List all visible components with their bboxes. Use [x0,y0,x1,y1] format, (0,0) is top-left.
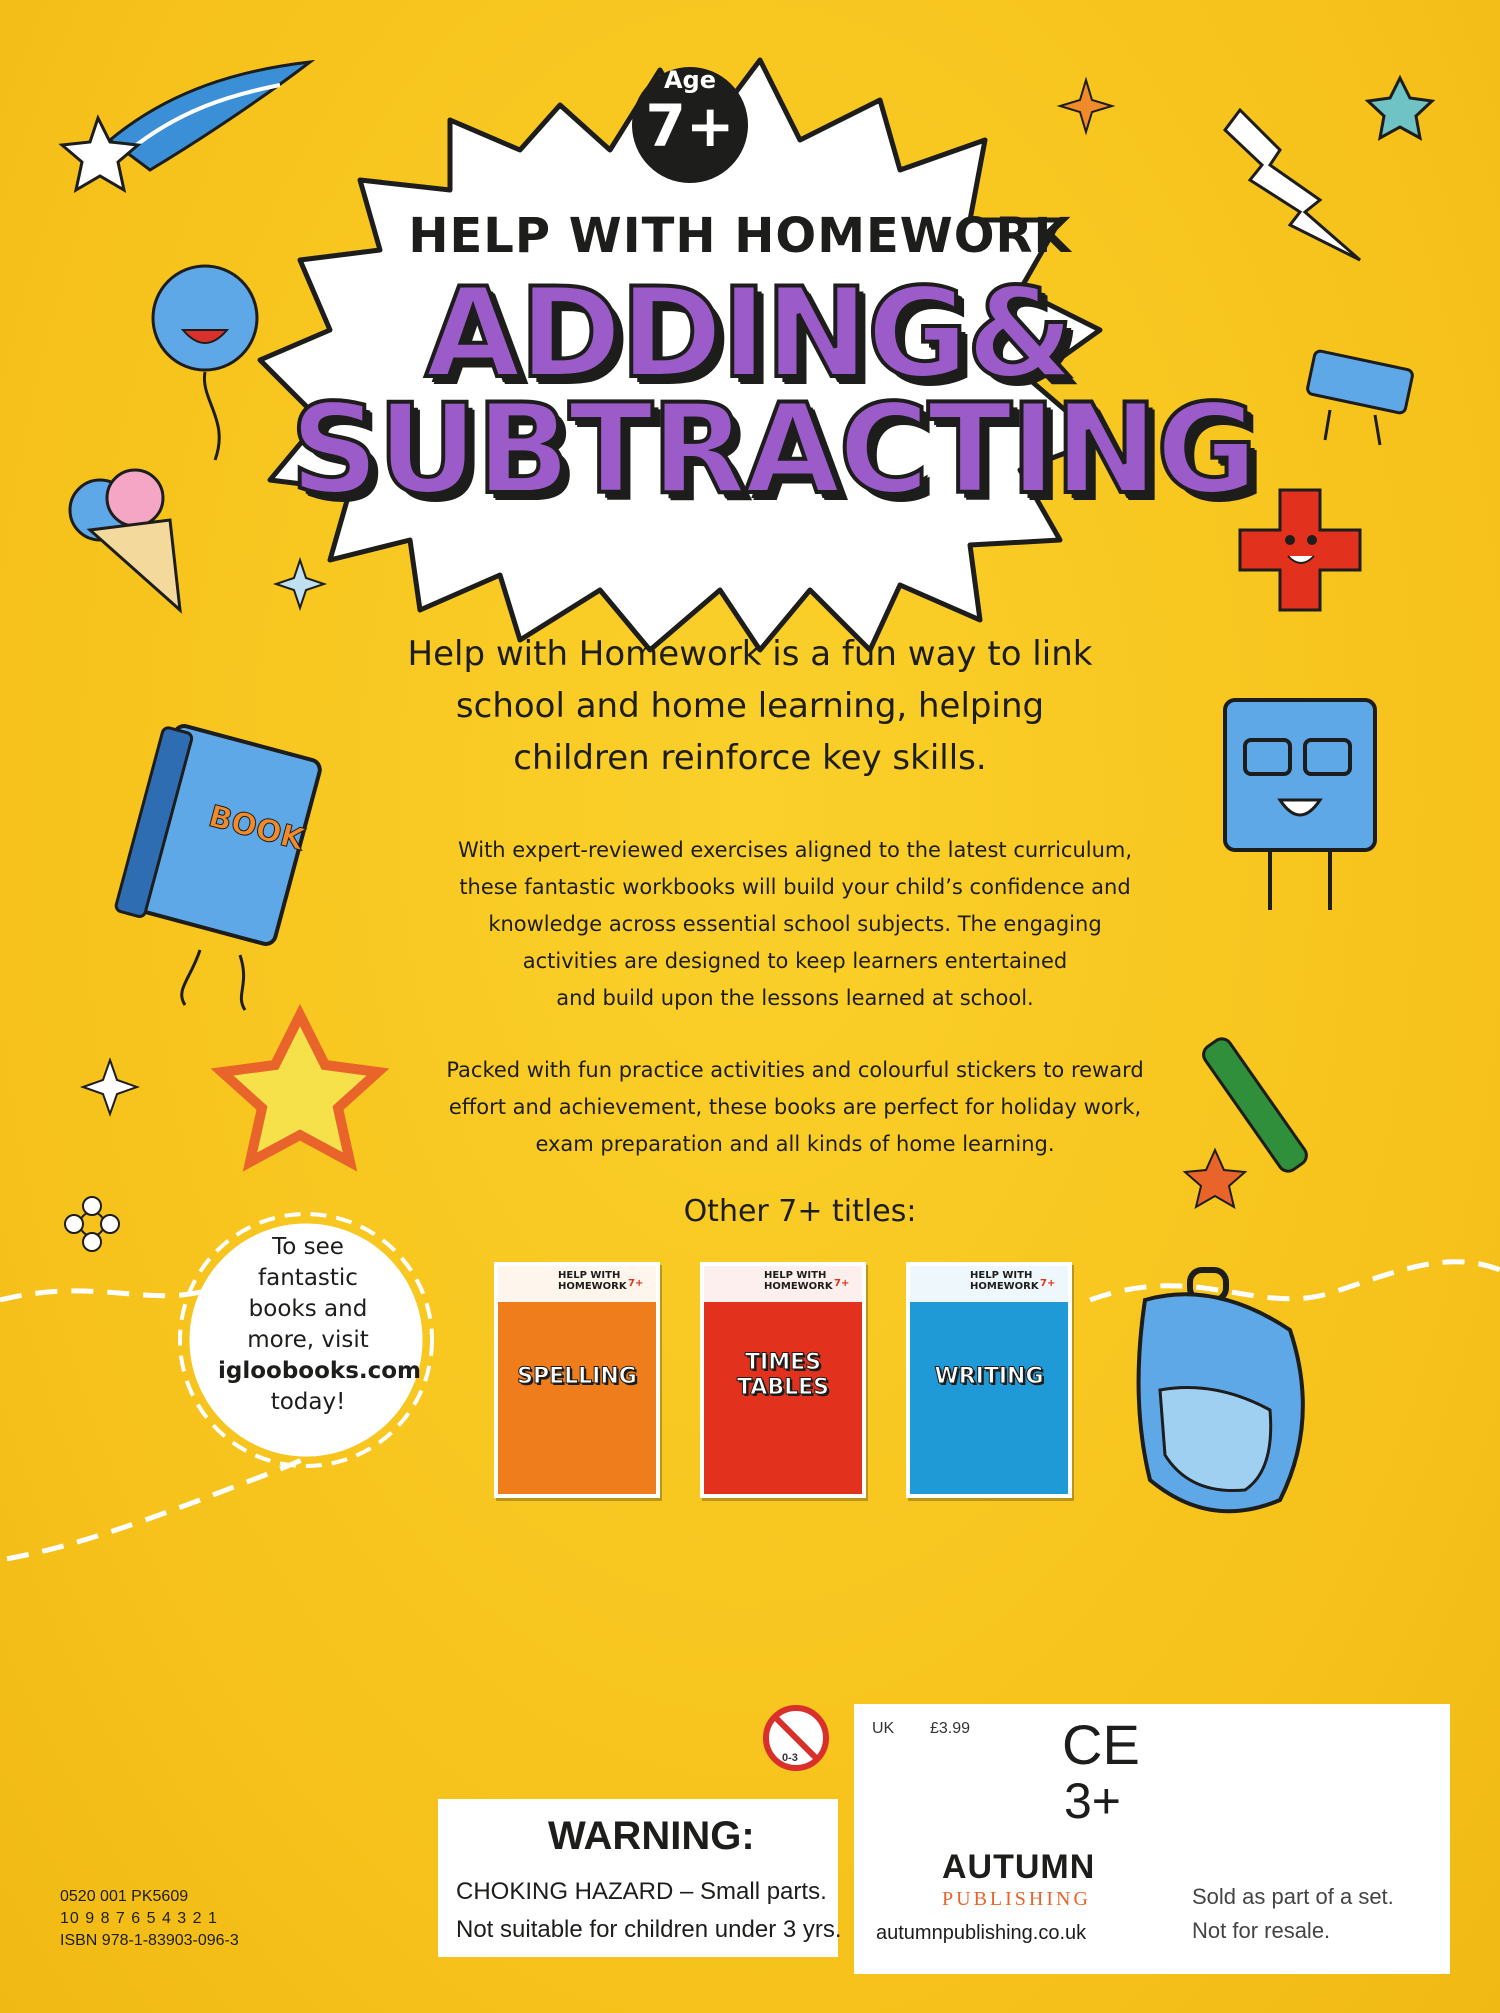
warning-line-2: Not suitable for children under 3 yrs. [456,1916,842,1943]
title-line-1: ADDING& [425,262,1073,406]
price-amount: £3.99 [930,1720,971,1737]
publisher-sub: PUBLISHING [942,1888,1091,1910]
set-notice-line-2: Not for resale. [1192,1918,1331,1943]
balloon-icon [153,266,257,460]
age-label: Age [663,66,717,94]
product-code: 0520 001 PK5609 [60,1888,189,1905]
set-notice-line-1: Sold as part of a set. [1192,1884,1394,1909]
svg-text:BOOK: BOOK [204,798,308,858]
book-thumbnail-spelling[interactable]: HELP WITH HOMEWORK 7+ SPELLING [494,1262,660,1498]
print-line: 10 9 8 7 6 5 4 3 2 1 [60,1910,218,1927]
publisher-name: AUTUMN [942,1848,1096,1886]
minus-character-icon [1307,350,1414,445]
plus-character-icon [1240,490,1360,610]
publisher-url[interactable]: autumnpublishing.co.uk [876,1922,1087,1944]
price-region: UK [872,1720,895,1737]
description-paragraph-1: With expert-reviewed exercises aligned to the latest curriculum, these fantastic workbooks will build your child’s confidence and knowledge across essential school subjects. The engaging activities are designed to keep learners entertained and build upon the lessons learned at school. [457,838,1133,1010]
shooting-star-icon [62,62,310,190]
ice-cream-icon [70,470,180,610]
backpack-icon [1139,1270,1303,1511]
age-mark: 3+ [1064,1773,1122,1829]
sparkle-icon [1060,80,1112,132]
sparkle-icon [83,1060,137,1114]
big-star-icon [222,1015,378,1162]
star-icon [1368,78,1432,138]
warning-line-1: CHOKING HAZARD – Small parts. [456,1878,827,1905]
visit-website-text: To see fantastic books and more, visit igloobooks.com today! [218,1234,422,1415]
lead-text: Help with Homework is a fun way to link school and home learning, helping children reinforce key skills. [407,634,1093,778]
book-thumbnail-times-tables[interactable]: HELP WITH HOMEWORK 7+ TIMES TABLES [700,1262,866,1498]
book-character-icon [115,724,322,1010]
website-link[interactable]: igloobooks.com [218,1358,422,1384]
book-thumbnail-writing[interactable]: HELP WITH HOMEWORK 7+ WRITING [906,1262,1072,1498]
age-value: 7+ [645,92,735,160]
square-glasses-character-icon [1225,700,1375,910]
sparkle-icon [276,560,324,608]
ce-mark: CE [1062,1713,1140,1776]
lightning-icon [1225,110,1360,260]
other-titles-heading: Other 7+ titles: [683,1194,917,1229]
flower-icon [65,1197,119,1251]
isbn: ISBN 978-1-83903-096-3 [60,1932,239,1949]
description-paragraph-2: Packed with fun practice activities and colourful stickers to reward effort and achievement, these books are perfect for holiday work, exam preparation and all kinds of home learning. [446,1058,1144,1156]
age-symbol-label: 0-3 [782,1752,798,1764]
series-title: HELP WITH HOMEWORK [408,208,1072,264]
warning-title: WARNING: [548,1814,755,1858]
title-line-2: SUBTRACTING [290,378,1256,522]
